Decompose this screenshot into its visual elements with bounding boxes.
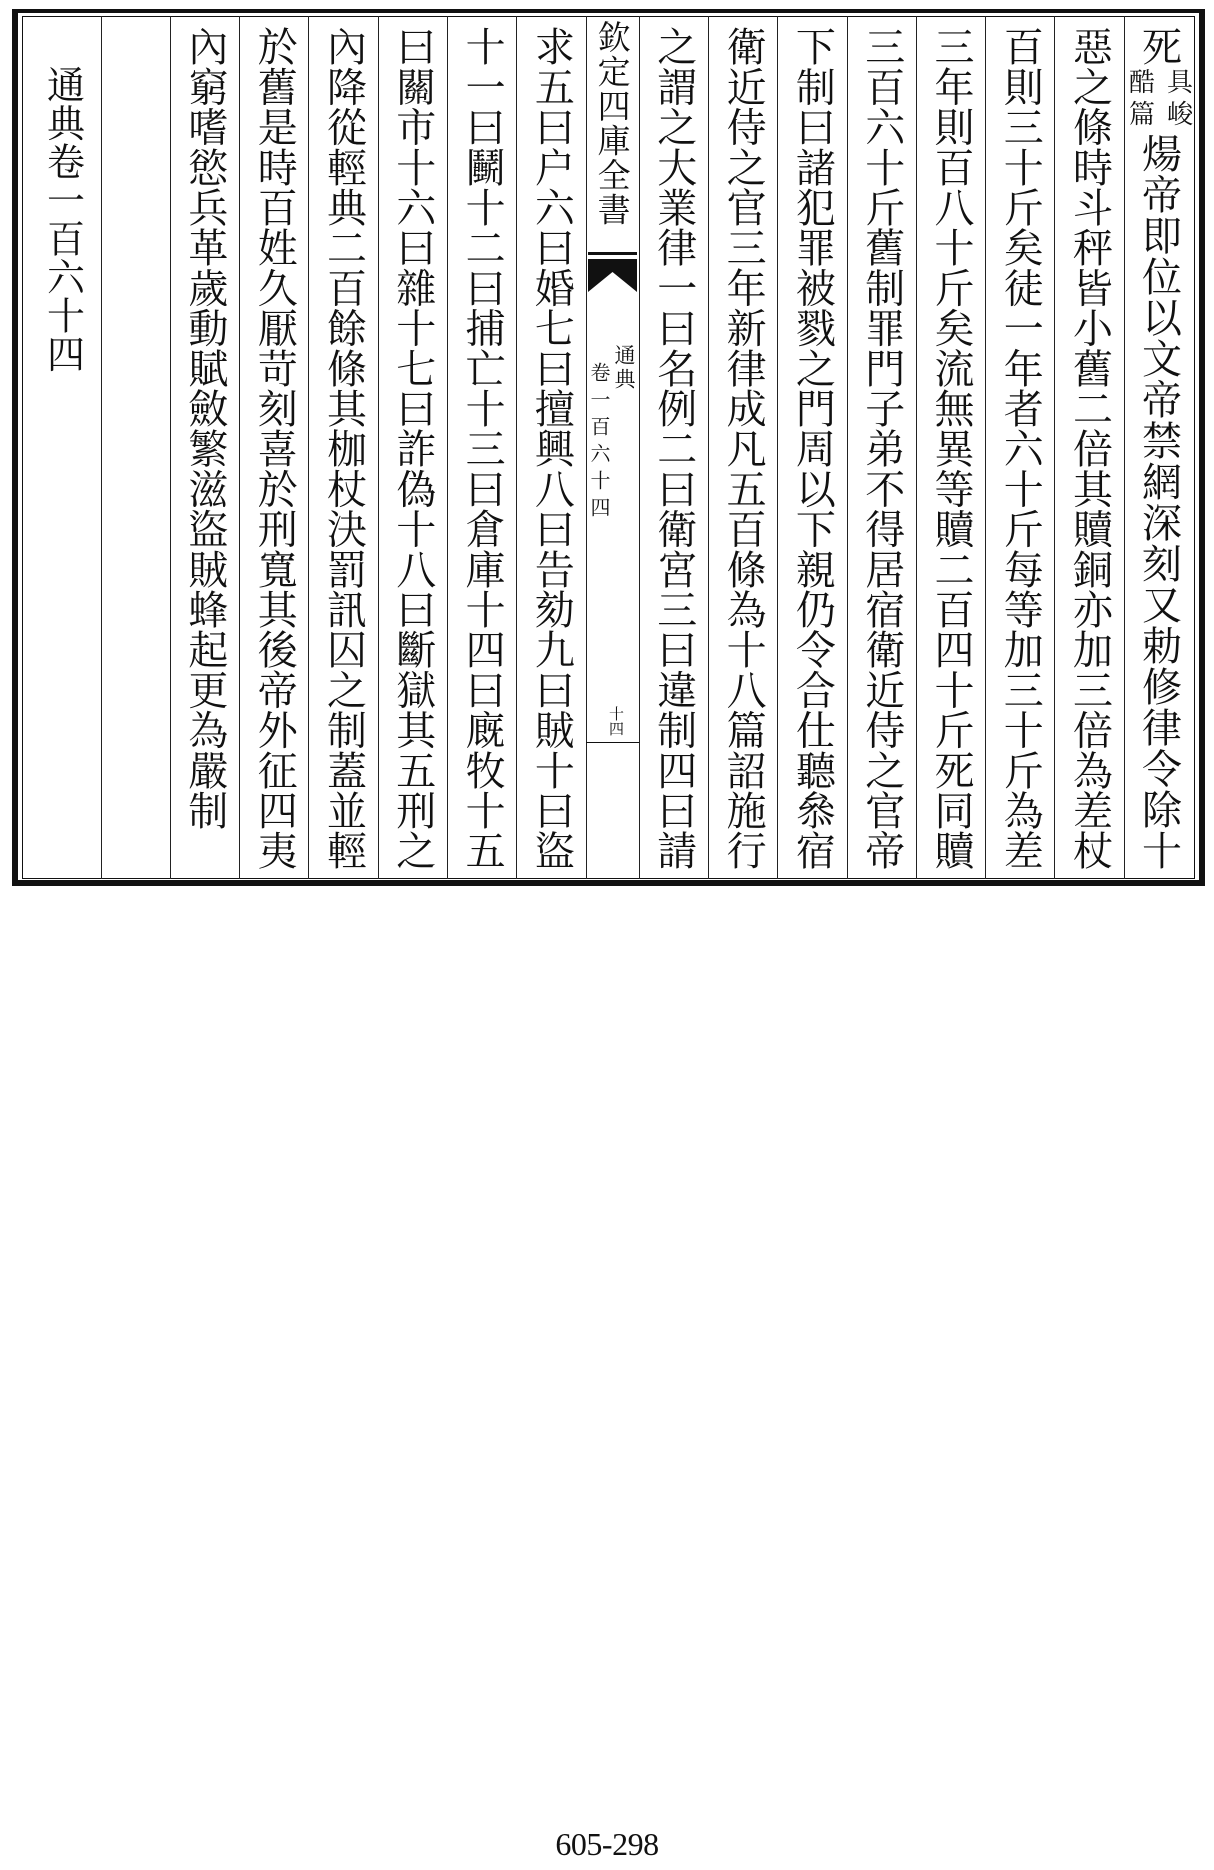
interlinear-note-right: 具峻 [1162, 68, 1193, 132]
text-column: 曰關市十六曰雜十七曰詐偽十八曰斷獄其五刑之 [389, 26, 436, 871]
column-rule [101, 16, 102, 879]
text-column: 內窮嗜慾兵革歲動賦斂繁滋盜賊蜂起更為嚴制 [181, 26, 228, 830]
text-column: 十一曰鬭十二曰捕亡十三曰倉庫十四曰廐牧十五 [459, 26, 506, 871]
fold-volume-label: 卷一百六十四 [587, 362, 611, 524]
fold-divider [586, 742, 639, 743]
text-column: 百則三十斤矣徒一年者六十斤每等加三十斤為差 [997, 26, 1044, 871]
text-column: 於舊是時百姓久厭苛刻喜於刑寬其後帝外征四夷 [251, 26, 298, 871]
column-body: 煬帝即位以文帝禁網深刻又勅修律令除十 [1135, 133, 1182, 871]
column-lead-char: 死 [1135, 26, 1182, 66]
text-column: 三百六十斤舊制罪門子弟不得居宿衛近侍之官帝 [858, 26, 905, 871]
fishtail-mark [588, 252, 637, 292]
interlinear-note-left: 酷篇 [1124, 68, 1155, 132]
page-number: 605-298 [555, 1826, 659, 1862]
fold-series-title: 欽定四庫全書 [592, 20, 632, 227]
text-column-1 [1124, 26, 1193, 871]
text-column: 衛近侍之官三年新律成凡五百條為十八篇詔施行 [720, 26, 767, 871]
text-column: 求五曰户六曰婚七曰擅興八曰告劾九曰賊十曰盜 [528, 26, 575, 871]
text-column: 三年則百八十斤矣流無異等贖二百四十斤死同贖 [928, 26, 974, 871]
fold-book-title: 通典 [612, 344, 636, 392]
chapter-label-column: 通典卷一百六十四 [40, 65, 85, 373]
text-column: 惡之條時斗秤皆小舊二倍其贖銅亦加三倍為差杖 [1066, 26, 1113, 871]
text-column: 下制曰諸犯罪被戮之門周以下親仍令合仕聽叅宿 [789, 26, 836, 871]
fold-folio-number: 十四 [607, 706, 625, 736]
text-column: 內降從輕典二百餘條其枷杖決罰訊囚之制蓋並輕 [320, 26, 367, 871]
text-column: 之謂之大業律一曰名例二曰衛宮三曰違制四曰請 [650, 26, 697, 871]
interlinear-note [1126, 66, 1192, 133]
